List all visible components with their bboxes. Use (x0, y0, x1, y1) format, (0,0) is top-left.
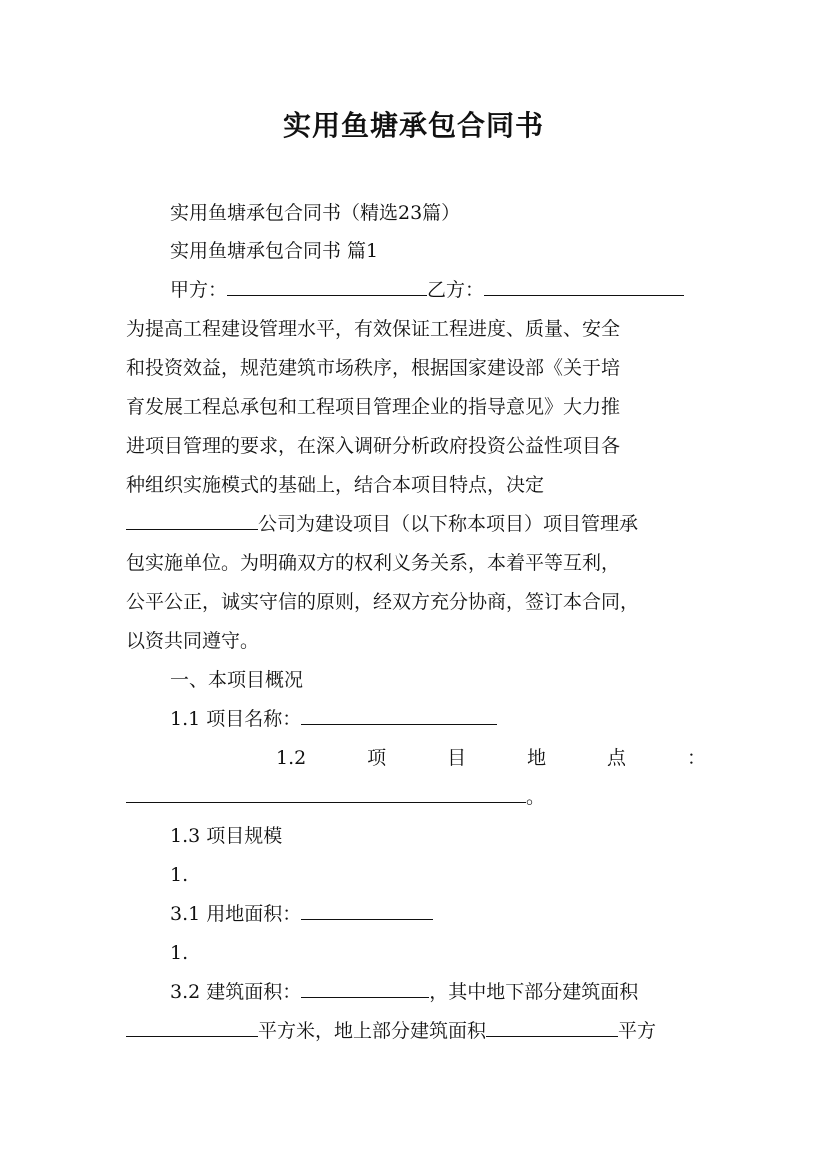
document-title: 实用鱼塘承包合同书 (282, 109, 544, 142)
last-line-a: 平方米，地上部分建筑面积 (258, 1020, 487, 1042)
party-b-blank (484, 277, 684, 296)
item-3-2-mid: ，其中地下部分建筑面积 (429, 981, 639, 1003)
company-blank (126, 511, 258, 530)
item-1-2-part: 点 (607, 747, 627, 769)
item-1-2-part: 1.2 (276, 747, 307, 769)
para1-line: 公平公正，诚实守信的原则，经双方充分协商，签订本合同， (126, 591, 640, 613)
item-1-3: 1.3 项目规模 (170, 825, 283, 847)
item-1-2-part: ： (686, 747, 706, 769)
item-1-2 (276, 745, 706, 771)
party-a-label: 甲方： (170, 279, 228, 301)
parties-line (170, 277, 706, 303)
para1-text: 公司为建设项目（以下称本项目）项目管理承 (258, 513, 639, 535)
aboveground-area-blank (486, 1018, 618, 1037)
item-3-1-label: 3.1 用地面积： (170, 903, 302, 925)
land-area-blank (301, 901, 433, 920)
item-1: 1. (170, 864, 189, 886)
item-3-2-label: 3.2 建筑面积： (170, 981, 302, 1003)
item-1-1 (170, 706, 706, 732)
para1-line (126, 511, 706, 537)
item-1-2-part: 项 (367, 747, 387, 769)
subtitle: 实用鱼塘承包合同书（精选23篇） (170, 202, 461, 224)
item-3-2 (170, 979, 706, 1005)
party-b-label: 乙方： (427, 279, 485, 301)
item-1-2-cont (126, 784, 706, 810)
item-3-2-cont (126, 1018, 706, 1044)
party-a-blank (227, 277, 427, 296)
section-heading: 实用鱼塘承包合同书 篇1 (170, 240, 379, 262)
para1-line: 种组织实施模式的基础上，结合本项目特点，决定 (126, 474, 545, 496)
item-1b: 1. (170, 942, 189, 964)
item-1-2-part: 地 (527, 747, 547, 769)
para1-line: 进项目管理的要求，在深入调研分析政府投资公益性项目各 (126, 435, 621, 457)
underground-area-blank (126, 1018, 258, 1037)
building-area-blank (301, 979, 429, 998)
para1-line: 育发展工程总承包和工程项目管理企业的指导意见》大力推 (126, 396, 621, 418)
para1-line: 以资共同遵守。 (126, 630, 260, 652)
heading-overview: 一、本项目概况 (170, 669, 304, 691)
item-1-2-part: 目 (447, 747, 467, 769)
item-1-1-label: 1.1 项目名称： (170, 708, 302, 730)
item-3-1 (170, 901, 706, 927)
para1-line: 和投资效益，规范建筑市场秩序，根据国家建设部《关于培 (126, 357, 621, 379)
period: 。 (526, 786, 546, 808)
para1-line: 为提高工程建设管理水平，有效保证工程进度、质量、安全 (126, 318, 621, 340)
location-blank (126, 784, 526, 803)
project-name-blank (301, 706, 497, 725)
para1-line: 包实施单位。为明确双方的权利义务关系，本着平等互利， (126, 552, 621, 574)
last-line-b: 平方 (618, 1020, 657, 1042)
